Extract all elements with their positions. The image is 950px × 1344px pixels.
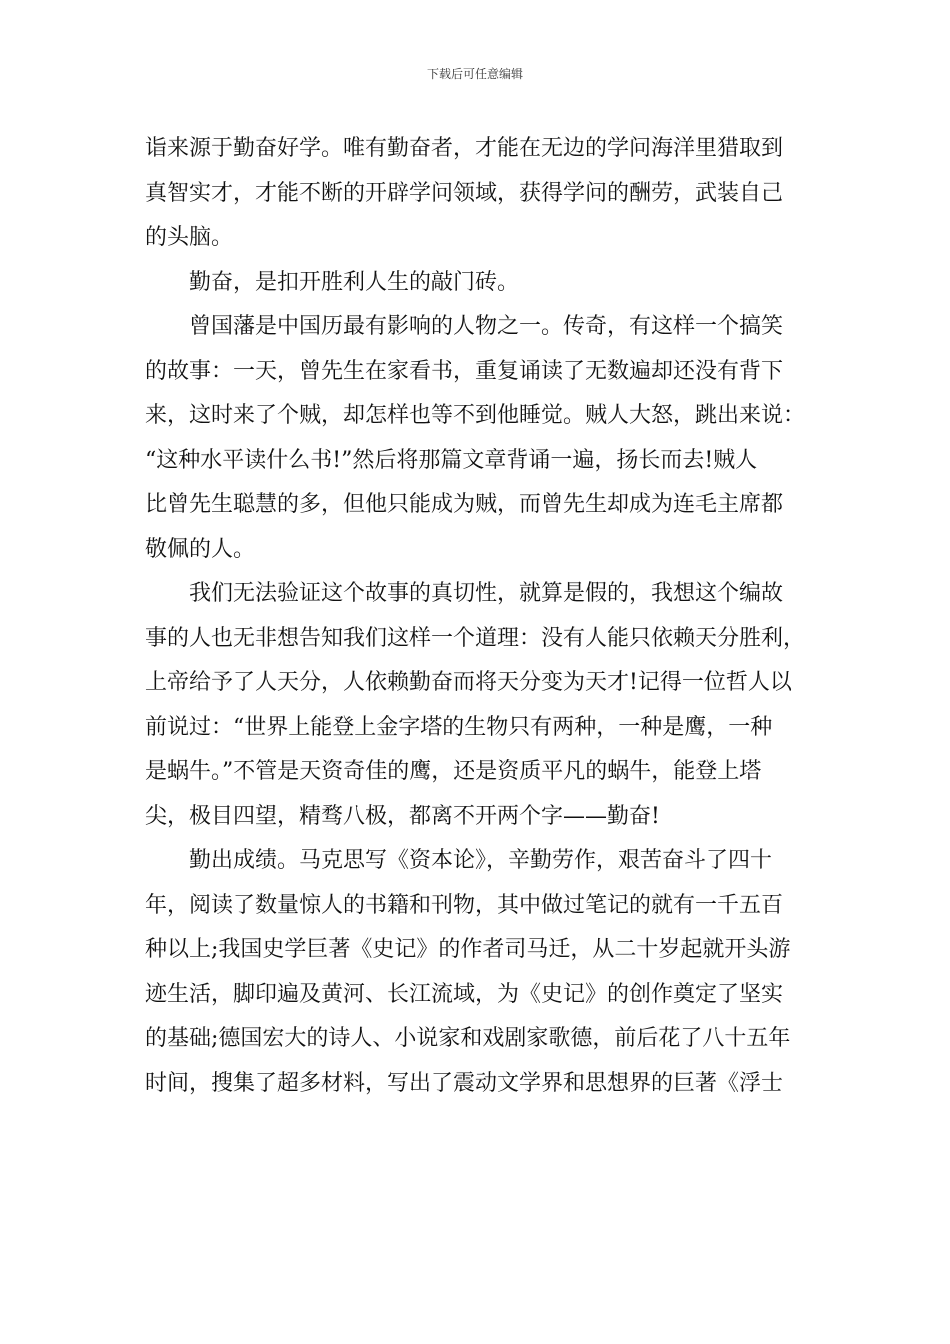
text-line: 诣来源于勤奋好学。唯有勤奋者，才能在无边的学问海洋里猎取到 xyxy=(145,136,784,161)
text-line: 是蜗牛。”不管是天资奇佳的鹰，还是资质平凡的蜗牛，能登上塔 xyxy=(145,759,762,784)
text-line: 的头脑。 xyxy=(145,225,234,250)
page-header: 下载后可任意编辑 xyxy=(426,67,523,81)
text-line: 年，阅读了数量惊人的书籍和刊物，其中做过笔记的就有一千五百 xyxy=(145,892,784,918)
paragraph-first-line: 我们无法验证这个故事的真切性，就算是假的，我想这个编故 xyxy=(189,581,784,606)
text-line: 的基础;德国宏大的诗人、小说家和戏剧家歌德，前后花了八十五年 xyxy=(145,1026,791,1051)
text-line: 敬佩的人。 xyxy=(145,536,256,562)
text-line: 尖，极目四望，精骛八极，都离不开两个字——勤奋! xyxy=(145,803,660,829)
text-line: 迹生活，脚印遍及黄河、长江流域，为《史记》的创作奠定了坚实 xyxy=(145,981,784,1007)
text-line: 真智实才，才能不断的开辟学问领域，获得学问的酬劳，武装自己 xyxy=(145,180,784,206)
text-line: “这种水平读什么书!”然后将那篇文章背诵一遍，扬长而去!贼人 xyxy=(145,447,758,473)
paragraph-first-line: 勤奋，是扣开胜利人生的敲门砖。 xyxy=(189,269,520,295)
text-line: 前说过：“世界上能登上金字塔的生物只有两种，一种是鹰，一种 xyxy=(145,714,773,740)
text-line: 来，这时来了个贼，却怎样也等不到他睡觉。贼人大怒，跳出来说： xyxy=(145,403,806,428)
text-line: 的故事：一天，曾先生在家看书，重复诵读了无数遍却还没有背下 xyxy=(145,358,784,384)
text-line: 上帝给予了人天分，人依赖勤奋而将天分变为天才!记得一位哲人以 xyxy=(145,670,792,695)
paragraph-first-line: 勤出成绩。马克思写《资本论》，辛勤劳作，艰苦奋斗了四十 xyxy=(189,848,773,873)
text-line: 时间，搜集了超多材料，写出了震动文学界和思想界的巨著《浮士 xyxy=(145,1070,784,1096)
text-line: 种以上;我国史学巨著《史记》的作者司马迁，从二十岁起就开头游 xyxy=(145,937,791,962)
paragraph-first-line: 曾国藩是中国历最有影响的人物之一。传奇，有这样一个搞笑 xyxy=(189,314,784,339)
text-line: 比曾先生聪慧的多，但他只能成为贼，而曾先生却成为连毛主席都 xyxy=(145,492,784,517)
document-body xyxy=(145,131,805,1110)
text-line: 事的人也无非想告知我们这样一个道理：没有人能只依赖天分胜利， xyxy=(145,625,806,651)
